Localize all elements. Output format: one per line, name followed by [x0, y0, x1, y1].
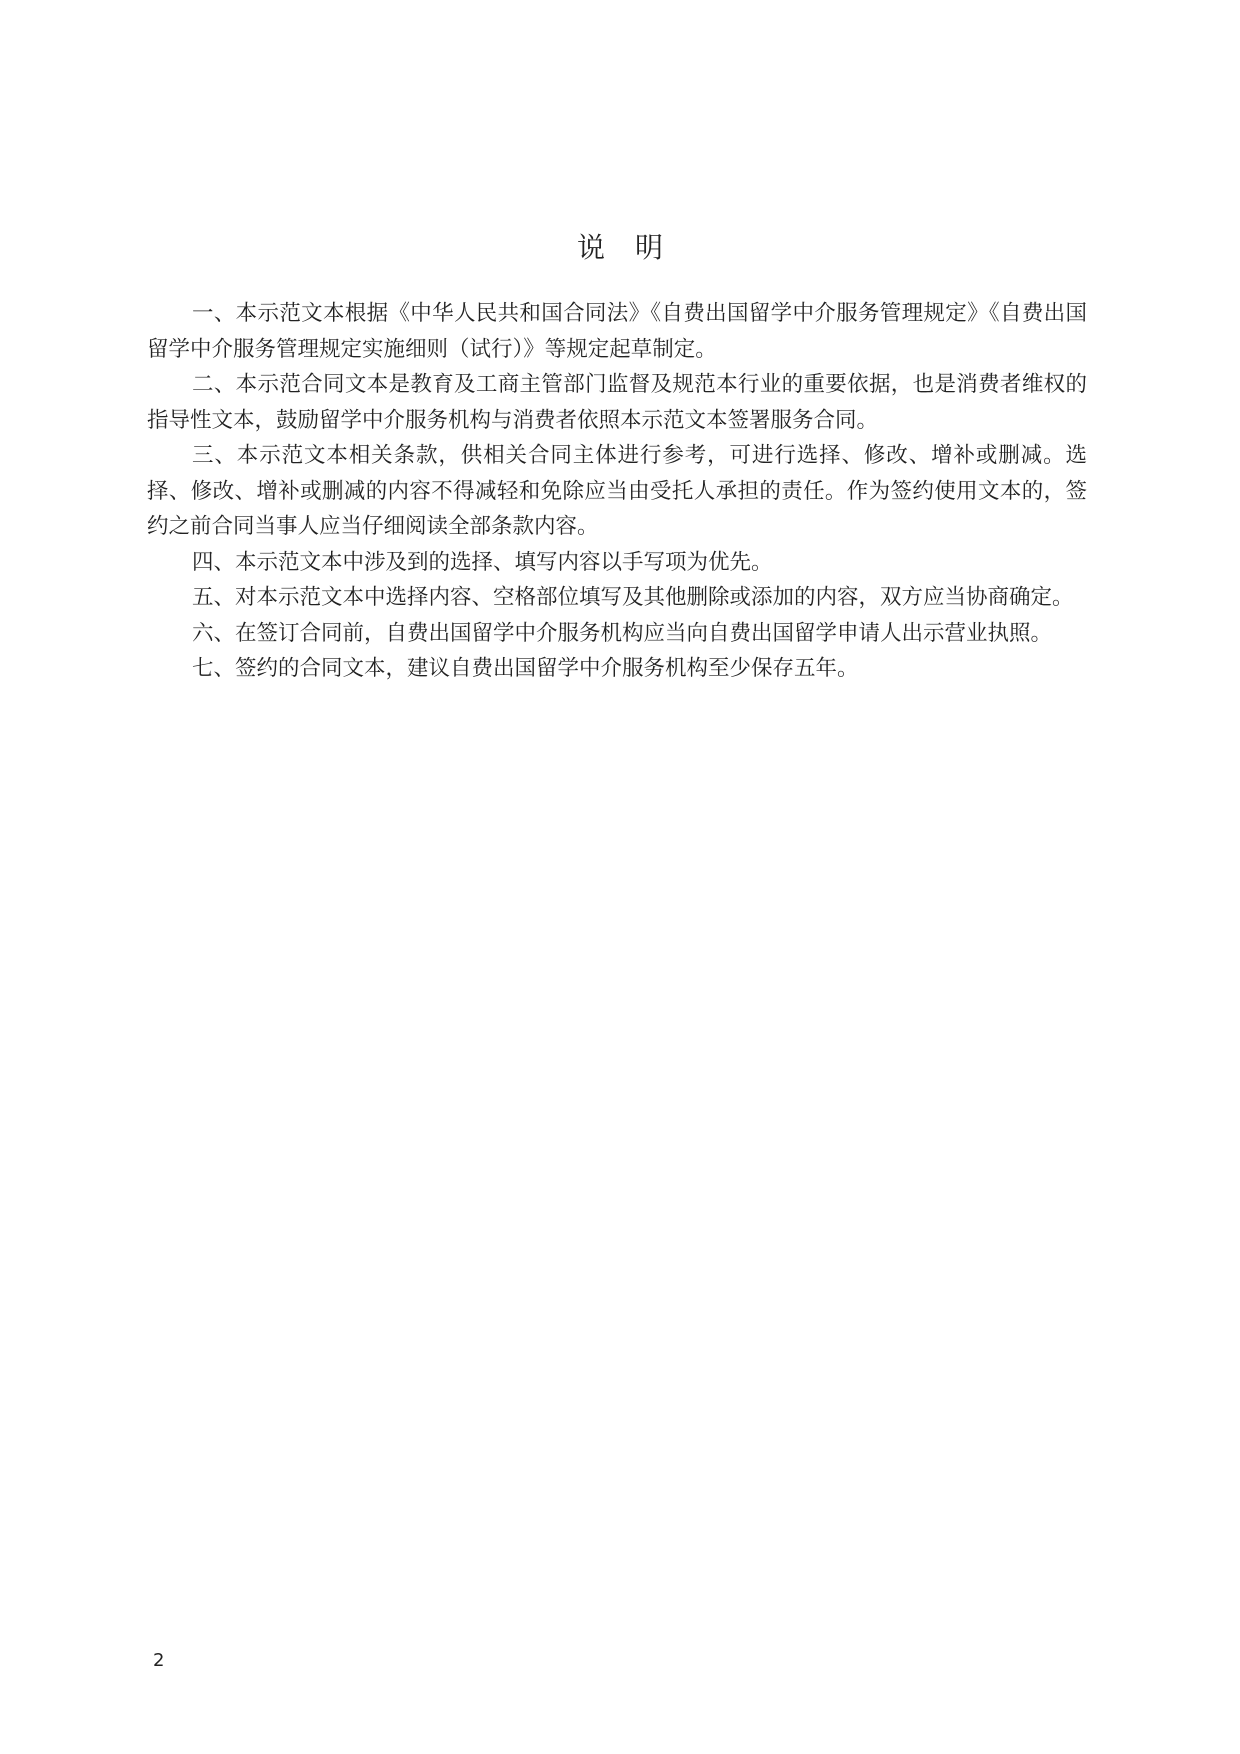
- paragraph-3: 三、本示范文本相关条款，供相关合同主体进行参考，可进行选择、修改、增补或删减。选择、修改、增补或删减的内容不得减轻和免除应当由受托人承担的责任。作为签约使用文本的，签约之前合同当事人应当仔细阅读全部条款内容。: [147, 443, 1087, 539]
- page-number: 2: [153, 1650, 165, 1671]
- document-body: [147, 296, 1087, 687]
- paragraph-4: 四、本示范文本中涉及到的选择、填写内容以手写项为优先。: [192, 549, 773, 575]
- paragraph-7: 七、签约的合同文本，建议自费出国留学中介服务机构至少保存五年。: [192, 656, 859, 681]
- paragraph-2: 二、本示范合同文本是教育及工商主管部门监督及规范本行业的重要依据，也是消费者维权的指导性文本，鼓励留学中介服务机构与消费者依照本示范文本签署服务合同。: [147, 372, 1087, 433]
- paragraph-6: 六、在签订合同前，自费出国留学中介服务机构应当向自费出国留学申请人出示营业执照。: [192, 620, 1053, 646]
- paragraph-1: 一、本示范文本根据《中华人民共和国合同法》《自费出国留学中介服务管理规定》《自费出国留学中介服务管理规定实施细则（试行）》等规定起草制定。: [147, 301, 1087, 362]
- paragraph-5: 五、对本示范文本中选择内容、空格部位填写及其他删除或添加的内容，双方应当协商确定。: [192, 585, 1074, 610]
- page-title: 说明: [576, 231, 693, 264]
